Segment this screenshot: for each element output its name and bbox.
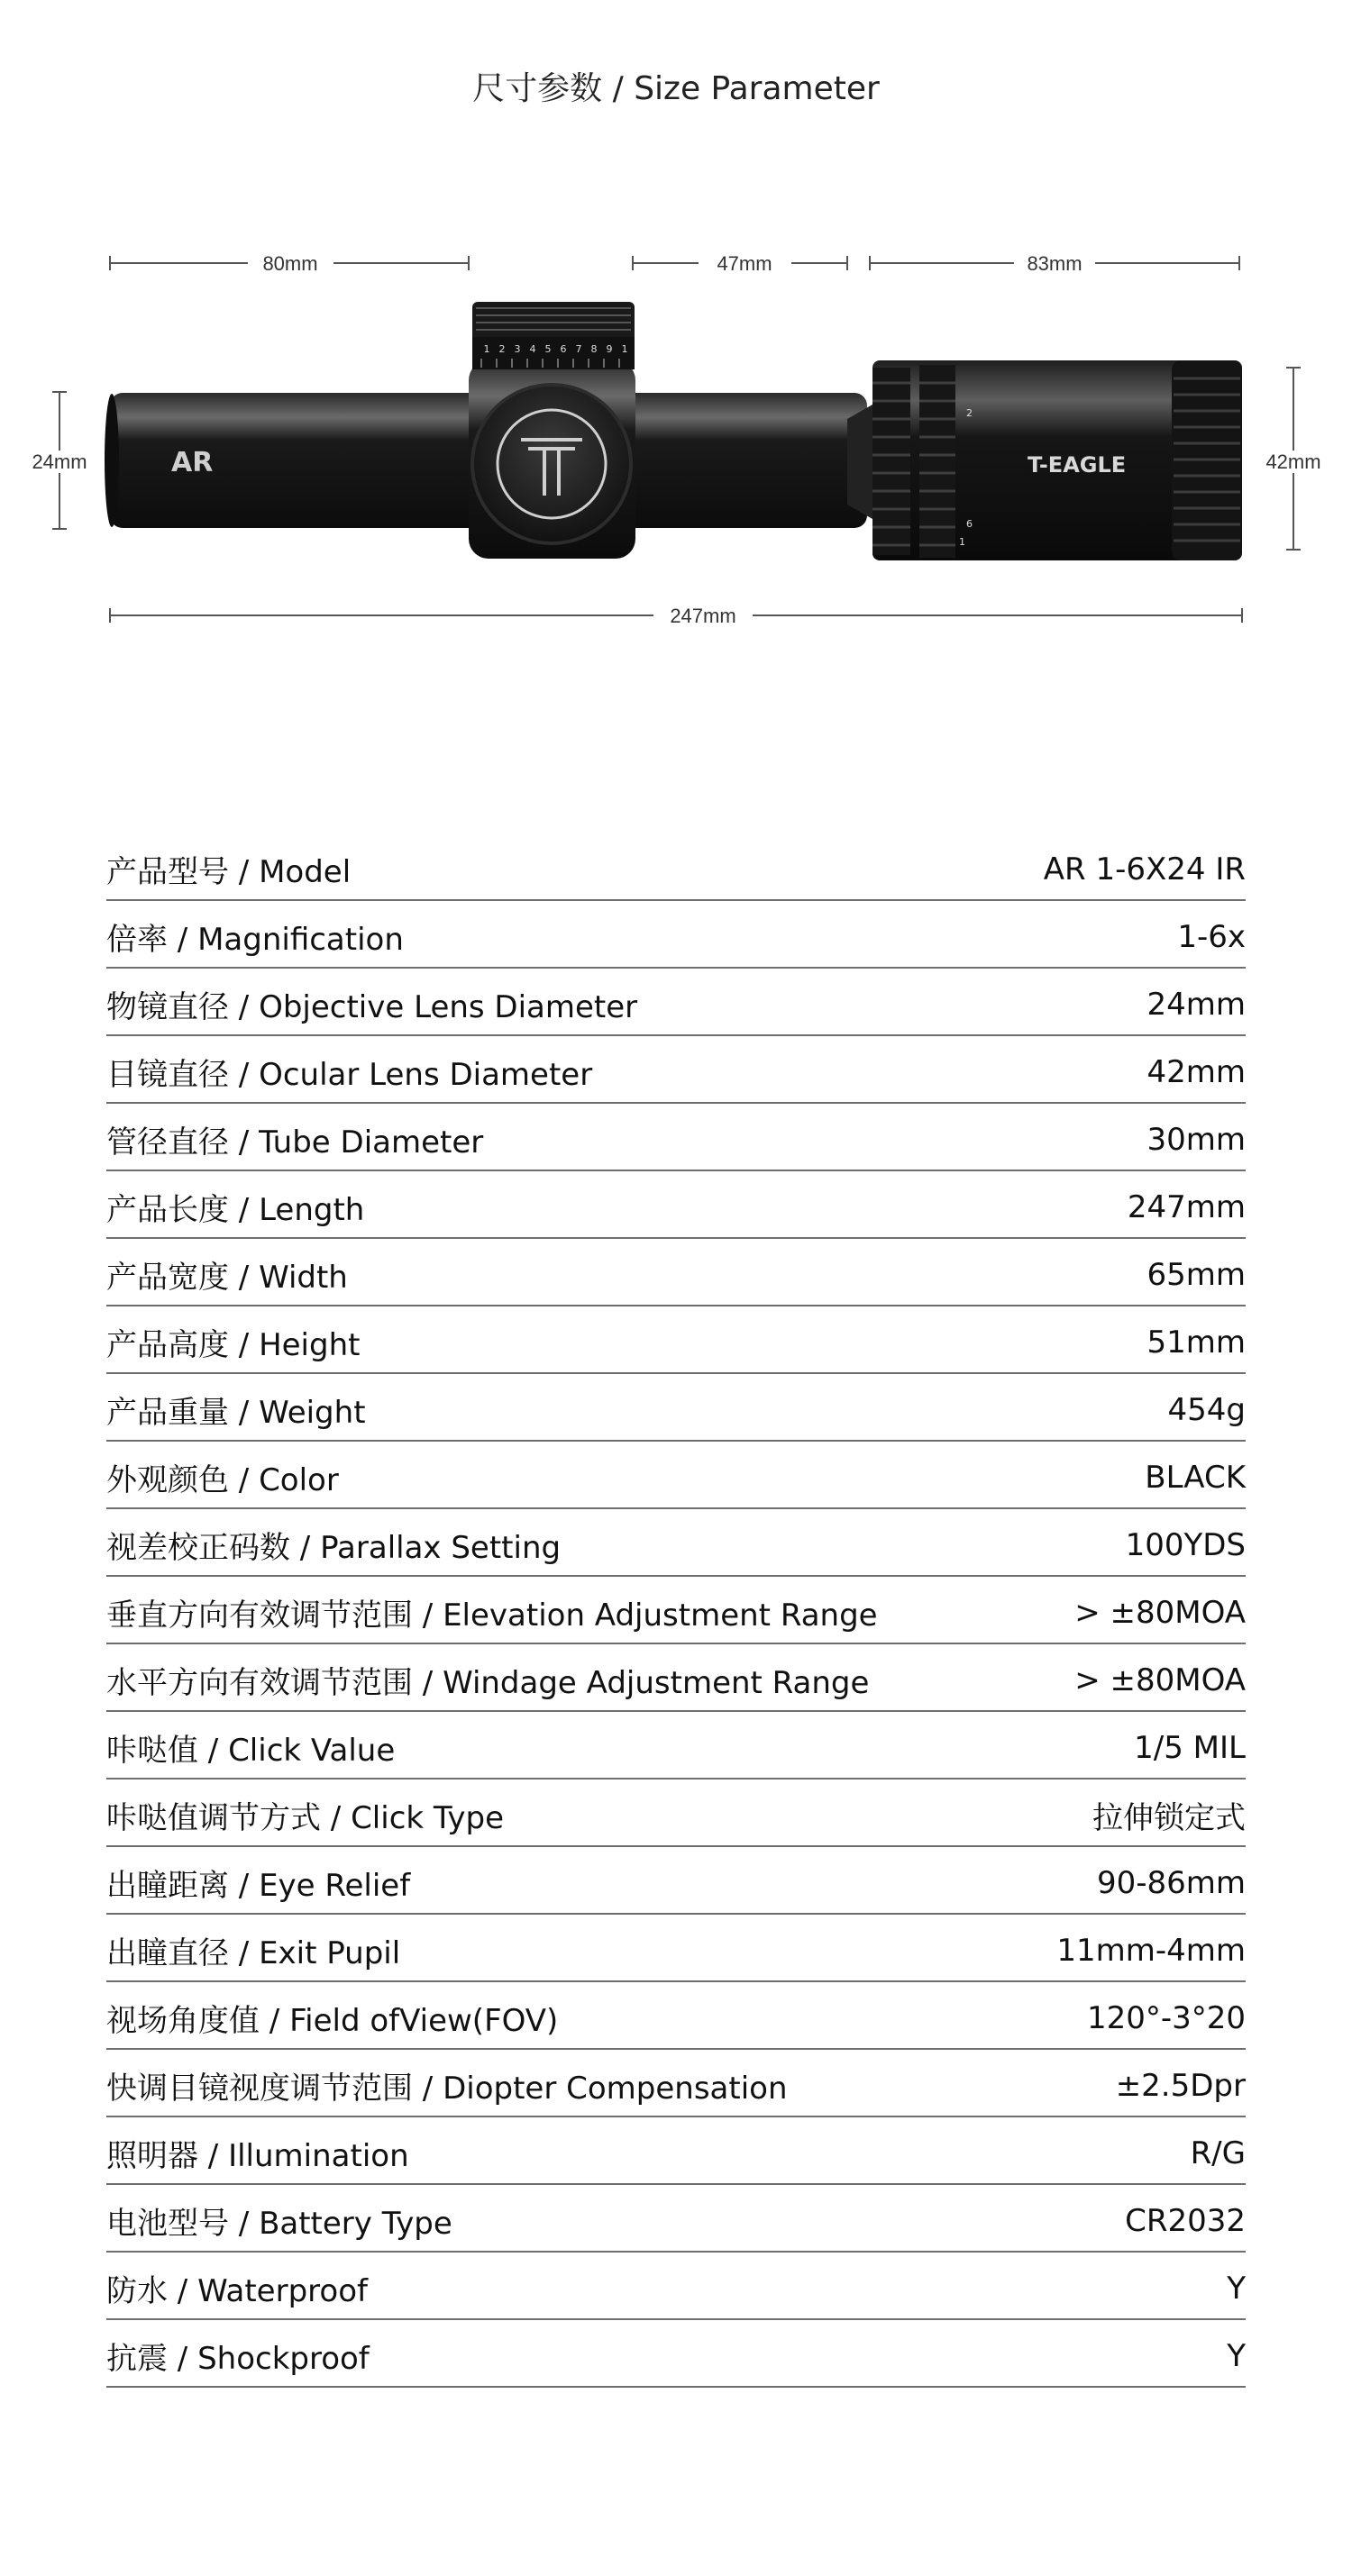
spec-label: 快调目镜视度调节范围 / Diopter Compensation [106,2071,788,2107]
windage-turret-cap [472,385,631,543]
spec-row [106,1239,1246,1306]
spec-row [106,1509,1246,1577]
spec-row [106,1442,1246,1509]
spec-value: ±2.5Dpr [1115,2067,1246,2104]
spec-label: 防水 / Waterproof [106,2273,368,2309]
power-ring-right [919,365,955,558]
power-mark: 6 [966,518,973,530]
dim-label-24: 24mm [32,451,87,473]
turret-number: 5 [544,343,552,355]
spec-label: 咔哒值 / Click Value [106,1733,396,1769]
spec-value: 拉伸锁定式 [1092,1800,1246,1836]
spec-value: 51mm [1146,1324,1246,1361]
spec-label: 水平方向有效调节范围 / Windage Adjustment Range [106,1665,870,1701]
spec-label: 产品长度 / Length [106,1192,365,1228]
spec-value: > ±80MOA [1074,1594,1246,1631]
spec-label: 管径直径 / Tube Diameter [106,1124,484,1161]
spec-label: 视差校正码数 / Parallax Setting [106,1530,562,1566]
page-title: 尺寸参数 / Size Parameter [472,70,880,107]
power-mark: 2 [966,407,973,419]
spec-row [106,2117,1246,2185]
spec-value: Y [1227,2270,1246,2307]
dim-label-83: 83mm [1027,252,1083,275]
spec-row [106,2320,1246,2388]
spec-value: 120°-3°20 [1086,1999,1246,2036]
spec-value: 11mm-4mm [1056,1932,1246,1969]
spec-row [106,1104,1246,1171]
spec-label: 产品型号 / Model [106,854,352,890]
spec-label: 电池型号 / Battery Type [106,2206,452,2242]
spec-row [106,1915,1246,1982]
spec-value: 30mm [1146,1121,1246,1158]
dim-label-42: 42mm [1265,451,1321,473]
brand-mark: T-EAGLE [1028,452,1127,478]
turret-number: 7 [575,343,582,355]
spec-value: 1-6x [1177,918,1246,955]
spec-label: 出瞳距离 / Eye Relief [106,1868,411,1904]
power-mark: 1 [959,536,965,548]
spec-label: 视场角度值 / Field ofView(FOV) [106,2003,559,2039]
spec-row [106,1171,1246,1239]
spec-row [106,2185,1246,2253]
spec-label: 目镜直径 / Ocular Lens Diameter [106,1057,593,1093]
spec-value: 454g [1167,1391,1246,1428]
turret-number: 9 [606,343,613,355]
spec-row [106,1644,1246,1712]
spec-row [106,1780,1246,1847]
spec-label: 物镜直径 / Objective Lens Diameter [106,989,638,1025]
dim-label-247: 247mm [670,605,736,627]
objective-end [105,394,119,527]
spec-row [106,1577,1246,1644]
spec-label: 外观颜色 / Color [106,1462,339,1498]
turret-number: 8 [590,343,598,355]
spec-row [106,1712,1246,1780]
scope-illustration [0,225,1352,640]
spec-value: 42mm [1146,1053,1246,1090]
spec-value: > ±80MOA [1074,1661,1246,1698]
spec-label: 抗震 / Shockproof [106,2341,370,2377]
spec-label: 产品高度 / Height [106,1327,361,1363]
spec-label: 垂直方向有效调节范围 / Elevation Adjustment Range [106,1597,878,1634]
spec-value: Y [1227,2337,1246,2374]
spec-value: CR2032 [1125,2202,1246,2239]
scope-dimension-diagram [0,225,1352,640]
spec-label: 产品重量 / Weight [106,1395,366,1431]
spec-row [106,969,1246,1036]
spec-row [106,833,1246,901]
spec-row [106,1847,1246,1915]
spec-row [106,901,1246,969]
spec-value: BLACK [1145,1459,1246,1496]
spec-table [106,833,1246,2388]
spec-value: 65mm [1146,1256,1246,1293]
spec-value: 247mm [1127,1188,1246,1225]
spec-value: 1/5 MIL [1134,1729,1246,1766]
spec-row [106,1306,1246,1374]
turret-number: 1 [483,343,490,355]
tube-mark-ar: AR [171,447,214,478]
dim-label-80: 80mm [262,252,318,275]
spec-label: 咔哒值调节方式 / Click Type [106,1800,504,1836]
spec-label: 照明器 / Illumination [106,2138,409,2174]
spec-value: 100YDS [1125,1526,1246,1563]
spec-row [106,1982,1246,2050]
spec-value: 90-86mm [1096,1864,1246,1901]
turret-number: 3 [514,343,521,355]
spec-row [106,2050,1246,2117]
spec-value: R/G [1190,2135,1246,2171]
turret-number: 2 [498,343,506,355]
turret-number: 1 [621,343,628,355]
turret-number: 6 [560,343,567,355]
spec-row [106,2253,1246,2320]
dim-label-47: 47mm [717,252,772,275]
spec-value: 24mm [1146,986,1246,1023]
spec-row [106,1036,1246,1104]
spec-value: AR 1-6X24 IR [1043,851,1246,887]
spec-label: 出瞳直径 / Exit Pupil [106,1935,401,1971]
spec-label: 产品宽度 / Width [106,1260,348,1296]
spec-label: 倍率 / Magnification [106,922,404,958]
spec-row [106,1374,1246,1442]
turret-number: 4 [529,343,536,355]
